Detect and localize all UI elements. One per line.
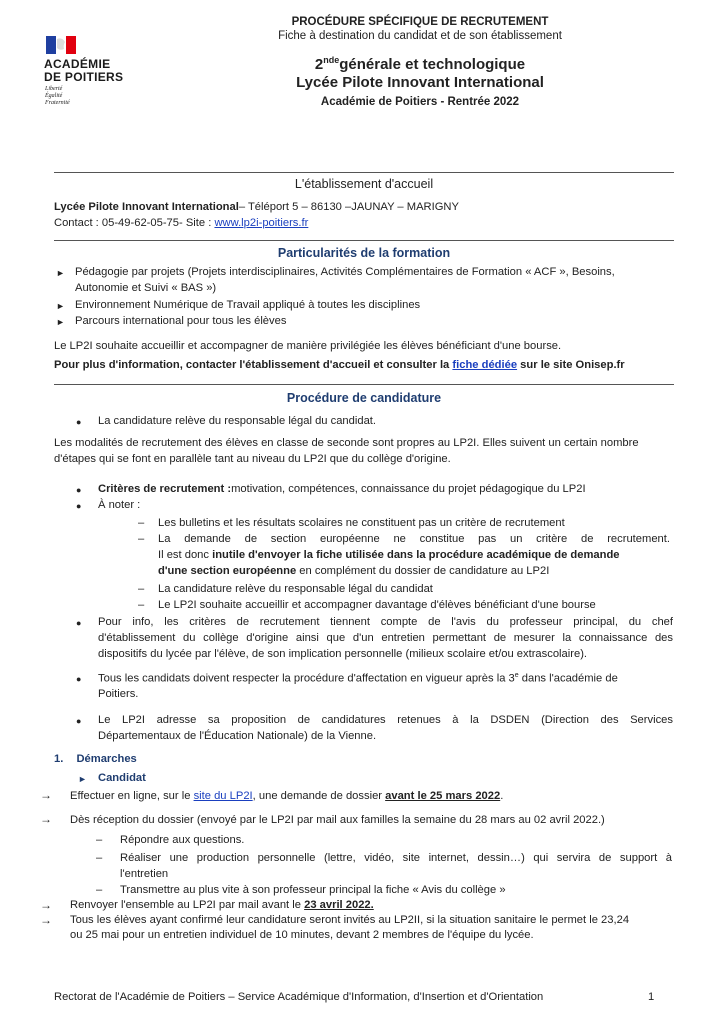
proc-b1: La candidature relève du responsable légal du candidat. xyxy=(98,415,377,427)
dash-bullet: – xyxy=(96,884,103,896)
etab-top-rule xyxy=(54,172,674,173)
dem-a1-mid: , une demande de dossier xyxy=(252,790,386,802)
dot-bullet-icon: ● xyxy=(76,417,82,427)
doc-subtitle: Fiche à destination du candidat et de son établissement xyxy=(278,30,562,42)
formation-title: Particularités de la formation xyxy=(277,246,451,260)
demarches-heading xyxy=(54,753,137,765)
triangle-bullet-icon: ► xyxy=(78,774,87,784)
formation-p2-pre: Pour plus d'information, contacter l'établissement d'accueil et consulter la xyxy=(54,359,453,371)
dash-bullet: – xyxy=(96,852,103,864)
dash-bullet: – xyxy=(138,533,145,545)
demarches-num: 1. xyxy=(54,753,64,765)
formation-bullet-3: Parcours international pour tous les élèves xyxy=(75,315,287,327)
formation-bullet-2: Environnement Numérique de Travail appliqué à toutes les disciplines xyxy=(75,299,421,311)
dash-bullet: – xyxy=(138,583,145,595)
proc-info-l2: d'établissement du collège d'origine ainsi que d'un entretien permettant de mesurer la connaissance des xyxy=(98,632,673,644)
dem-a1-bold: avant le 25 mars 2022 xyxy=(385,790,501,802)
level-line xyxy=(160,55,680,73)
demarches-title: Démarches xyxy=(76,753,137,765)
etab-title: L'établissement d'accueil xyxy=(294,177,434,191)
dem-s1: Répondre aux questions. xyxy=(120,834,245,846)
formation-p1: Le LP2I souhaite accueillir et accompagner de manière privilégiée les élèves bénéficiant d'une bourse. xyxy=(54,340,562,352)
formation-bullet-1: Pédagogie par projets (Projets interdisciplinaires, Activités Complémentaires de Formation « ACF », Besoins, xyxy=(75,266,615,278)
dot-bullet-icon: ● xyxy=(76,716,82,726)
dem-a1 xyxy=(70,790,503,802)
proc-d2-l2 xyxy=(158,549,620,561)
dem-a4-l1: Tous les élèves ayant confirmé leur candidature seront invités au LP2II, si la situation sanitaire le permet le 23,24 xyxy=(70,914,630,926)
formation-top-rule xyxy=(54,240,674,241)
triangle-bullet-icon: ► xyxy=(56,301,65,311)
triangle-bullet-icon: ► xyxy=(56,268,65,278)
dem-a1-pre: Effectuer en ligne, sur le xyxy=(70,790,194,802)
dem-a4-l2: ou 25 mai pour un entretien individuel de 10 minutes, devant 2 membres de l'équipe du lycée. xyxy=(70,929,534,941)
dem-s2-l2: l'entretien xyxy=(120,868,169,880)
etab-contact: Contact : 05-49-62-05-75- Site : xyxy=(54,217,215,229)
logo-motto-1: Liberté xyxy=(45,86,63,92)
proc-tous-pre: Tous les candidats doivent respecter la procédure d'affectation en vigueur après la 3 xyxy=(98,672,515,685)
proc-p1-l2: d'étapes qui se font en parallèle tant au niveau du LP2I que du collège d'origine. xyxy=(54,453,451,465)
candidat-heading: Candidat xyxy=(98,772,146,784)
logo-name-1: ACADÉMIE xyxy=(44,57,111,71)
criteres-label: Critères de recrutement : xyxy=(98,483,232,495)
proc-d1: Les bulletins et les résultats scolaires ne constituent pas un critère de recrutement xyxy=(158,517,565,529)
etab-address-line xyxy=(54,201,459,213)
formation-p2-post: sur le site Onisep.fr xyxy=(517,359,625,371)
etab-contact-line xyxy=(54,217,308,229)
etab-address: – Téléport 5 – 86130 –JAUNAY – MARIGNY xyxy=(238,201,459,213)
dot-bullet-icon: ● xyxy=(76,485,82,495)
logo-name-2: DE POITIERS xyxy=(44,70,124,84)
academy-logo xyxy=(44,36,134,108)
logo-motto-3: Fraternité xyxy=(45,100,70,106)
triangle-bullet-icon: ► xyxy=(56,317,65,327)
level-prefix: 2 xyxy=(314,56,324,73)
logo-motto-2: Égalité xyxy=(45,93,63,99)
dem-s2-l1: Réaliser une production personnelle (lettre, vidéo, site internet, dessin…) qui servira de support à xyxy=(120,852,672,864)
procedure-title: Procédure de candidature xyxy=(286,391,442,405)
dash-bullet: – xyxy=(138,517,145,529)
arrow-right-icon: → xyxy=(40,898,52,912)
school-name: Lycée Pilote Innovant International xyxy=(296,74,544,91)
dem-a2: Dès réception du dossier (envoyé par le LP2I par mail aux familles la semaine du 28 mars au 02 avril 2022.) xyxy=(70,814,605,826)
level-sup: nde xyxy=(323,55,340,65)
proc-tous-l2: Poitiers. xyxy=(98,688,139,700)
proc-tous-post: dans l'académie de xyxy=(518,672,618,685)
criteres-text: motivation, compétences, connaissance du projet pédagogique du LP2I xyxy=(231,483,586,495)
proc-dsden-l1: Le LP2I adresse sa proposition de candidatures retenues à la DSDEN (Direction des Services xyxy=(98,714,673,726)
footer-text: Rectorat de l'Académie de Poitiers – Service Académique d'Information, d'Insertion et d'Orientation xyxy=(54,991,544,1003)
proc-d4: Le LP2I souhaite accueillir et accompagner davantage d'élèves bénéficiant d'une bourse xyxy=(158,599,596,611)
proc-d2-l2-pre: Il est donc xyxy=(158,549,213,561)
level-rest: générale et technologique xyxy=(339,56,526,73)
dot-bullet-icon: ● xyxy=(76,501,82,511)
page-number: 1 xyxy=(648,991,655,1003)
dem-a3-pre: Renvoyer l'ensemble au LP2I par mail avant le xyxy=(70,899,305,911)
dash-bullet: – xyxy=(138,599,145,611)
dem-a1-end: . xyxy=(500,790,504,802)
fiche-dediee-link[interactable]: fiche dédiée xyxy=(452,359,518,371)
dot-bullet-icon: ● xyxy=(76,674,82,684)
dem-s3: Transmettre au plus vite à son professeur principal la fiche « Avis du collège » xyxy=(120,884,506,896)
academy-year: Académie de Poitiers - Rentrée 2022 xyxy=(320,96,520,108)
proc-criteres xyxy=(98,483,586,495)
doc-title: PROCÉDURE SPÉCIFIQUE DE RECRUTEMENT xyxy=(291,16,549,28)
formation-p2 xyxy=(54,359,625,371)
arrow-right-icon: → xyxy=(40,913,52,927)
site-lp2i-link[interactable]: site du LP2I xyxy=(193,790,253,802)
proc-info-l3: dispositifs du lycée par l'élève, de son implication personnelle (milieux scolaire et/ou extrascolaire). xyxy=(98,648,588,660)
proc-info-l1: Pour info, les critères de recrutement tiennent compte de l'avis du professeur principal, du chef xyxy=(98,616,673,628)
proc-d3: La candidature relève du responsable légal du candidat xyxy=(158,583,433,595)
arrow-right-icon: → xyxy=(40,812,52,826)
etab-site-link[interactable]: www.lp2i-poitiers.fr xyxy=(214,217,309,229)
proc-dsden-l2: Départementaux de l'Éducation Nationale) de la Vienne. xyxy=(98,730,377,742)
proc-d2-l3 xyxy=(158,565,549,577)
marianne-flag-icon xyxy=(46,36,76,54)
dem-a3-bold: 23 avril 2022. xyxy=(304,899,374,911)
proc-tous-l1 xyxy=(98,672,618,685)
proc-d2-l1: La demande de section européenne ne constitue pas un critère de recrutement. xyxy=(158,533,670,545)
proc-d2-l3-bold: d'une section européenne xyxy=(158,565,297,577)
procedure-top-rule xyxy=(54,384,674,385)
etab-name: Lycée Pilote Innovant International xyxy=(54,201,239,213)
proc-tous-sup: e xyxy=(514,672,519,679)
arrow-right-icon: → xyxy=(40,788,52,802)
proc-p1-l1: Les modalités de recrutement des élèves en classe de seconde sont propres au LP2I. Elles suivent un certain nombre xyxy=(54,437,639,449)
proc-anoter: À noter : xyxy=(98,499,141,511)
proc-d2-l3-rest: en complément du dossier de candidature au LP2I xyxy=(296,565,550,577)
formation-bullet-1b: Autonomie et Suivi « BAS ») xyxy=(75,282,217,294)
dem-a3 xyxy=(70,899,374,911)
proc-d2-l2-bold: inutile d'envoyer la fiche utilisée dans la procédure académique de demande xyxy=(212,549,620,561)
dot-bullet-icon: ● xyxy=(76,618,82,628)
dash-bullet: – xyxy=(96,834,103,846)
